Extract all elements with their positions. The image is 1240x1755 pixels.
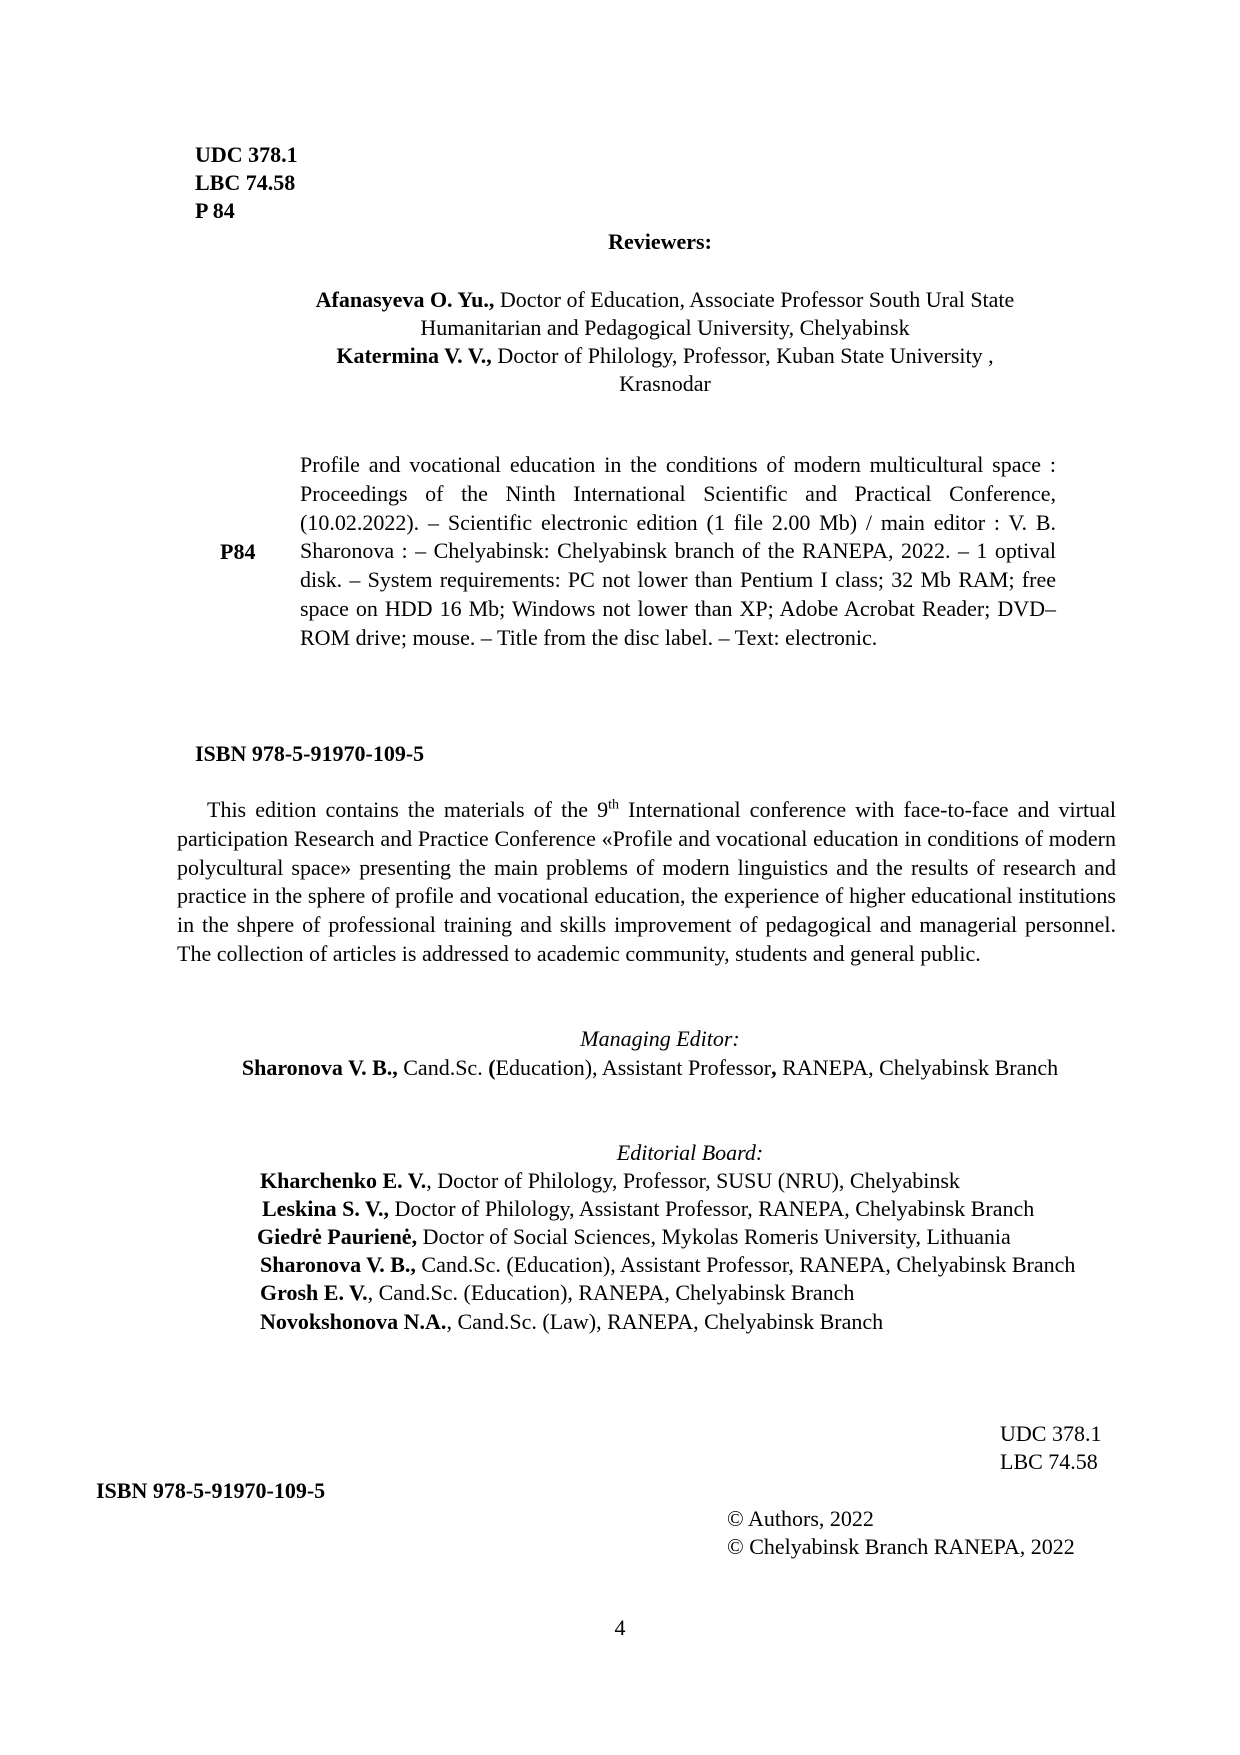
catalog-description: Profile and vocational education in the conditions of modern multicultural space : Proceedings of the Ninth International Scientific and Practical Conference, (10.02.2022). – Scientific electronic edition (1 file 2.00 Mb) / main editor : V. B. Sharonova : – Chelyabinsk: Chelyabinsk branch of the RANEPA, 2022. – 1 optival disk. – System requirements: PC not lower than Pentium I class; 32 Mb RAM; free space on HDD 16 Mb; Windows not lower than XP; Adobe Acrobat Reader; DVD–ROM drive; mouse. – Title from the disc label. – Text: electronic. bbox=[300, 452, 1056, 650]
editorial-member-details: , Cand.Sc. (Law), RANEPA, Chelyabinsk Branch bbox=[446, 1309, 884, 1334]
editorial-member-details: , Doctor of Philology, Professor, SUSU (NRU), Chelyabinsk bbox=[426, 1168, 960, 1193]
managing-editor-line bbox=[150, 1054, 1150, 1082]
editorial-member-name: Grosh E. V. bbox=[260, 1280, 368, 1305]
isbn-top: ISBN 978-5-91970-109-5 bbox=[195, 741, 425, 766]
editorial-member bbox=[260, 1251, 1075, 1279]
editorial-member bbox=[260, 1308, 883, 1336]
reviewer-1-details: Doctor of Education, Associate Professor South Ural State bbox=[494, 287, 1015, 312]
editorial-member bbox=[257, 1223, 1011, 1251]
top-codes bbox=[195, 141, 298, 225]
reviewers-block bbox=[230, 286, 1100, 398]
editorial-member bbox=[260, 1279, 854, 1307]
reviewer-2-line bbox=[230, 342, 1100, 370]
catalog-code: P84 bbox=[220, 539, 256, 564]
copyright-publisher: © Chelyabinsk Branch RANEPA, 2022 bbox=[727, 1534, 1075, 1559]
editorial-member bbox=[262, 1195, 1034, 1223]
reviewer-2-city: Krasnodar bbox=[619, 371, 711, 396]
lbc-code-bottom: LBC 74.58 bbox=[1000, 1449, 1098, 1474]
editorial-member-name: Novokshonova N.A. bbox=[260, 1309, 447, 1334]
annotation-paragraph bbox=[177, 796, 1116, 969]
editorial-member-name: Giedrė Paurienė, bbox=[257, 1224, 418, 1249]
editorial-member bbox=[260, 1167, 960, 1195]
author-mark: P 84 bbox=[195, 198, 235, 223]
annotation-text-end: International conference with face-to-face and virtual participation Research and Practice Conference «Profile and vocational education in conditions of modern polycultural space» presenting the main problems of modern linguistics and the results of research and practice in the sphere of profile and vocational education, the experience of higher educational institutions in the shpere of professional training and skills improvement of pedagogical and managerial personnel. The collection of articles is addressed to academic community, students and general public. bbox=[177, 797, 1116, 966]
reviewer-2-name: Katermina V. V., bbox=[336, 343, 492, 368]
managing-editor-name: Sharonova V. B., bbox=[241, 1055, 398, 1080]
managing-editor-heading: Managing Editor: bbox=[580, 1026, 740, 1051]
managing-editor-comma: , bbox=[771, 1055, 777, 1080]
reviewer-1-line bbox=[230, 286, 1100, 314]
copyright-authors: © Authors, 2022 bbox=[727, 1506, 874, 1531]
managing-editor-text-1: Cand.Sc. bbox=[397, 1055, 489, 1080]
editorial-member-details: Cand.Sc. (Education), Assistant Professor, RANEPA, Chelyabinsk Branch bbox=[415, 1252, 1076, 1277]
reviewer-2-details: Doctor of Philology, Professor, Kuban State University , bbox=[491, 343, 994, 368]
reviewer-1-name: Afanasyeva O. Yu., bbox=[315, 287, 495, 312]
managing-editor-paren: ( bbox=[488, 1055, 496, 1080]
reviewer-1-affiliation: Humanitarian and Pedagogical University, Chelyabinsk bbox=[420, 315, 910, 340]
editorial-member-name: Leskina S. V., bbox=[262, 1196, 389, 1221]
udc-code: UDC 378.1 bbox=[195, 142, 298, 167]
lbc-code: LBC 74.58 bbox=[195, 170, 296, 195]
page-number: 4 bbox=[614, 1615, 626, 1640]
editorial-member-details: Doctor of Social Sciences, Mykolas Romeris University, Lithuania bbox=[417, 1224, 1011, 1249]
editorial-member-details: Doctor of Philology, Assistant Professor, RANEPA, Chelyabinsk Branch bbox=[388, 1196, 1035, 1221]
copyright-block bbox=[727, 1505, 1075, 1561]
managing-editor-text-3: RANEPA, Chelyabinsk Branch bbox=[776, 1055, 1059, 1080]
annotation-superscript: th bbox=[608, 797, 620, 813]
udc-code-bottom: UDC 378.1 bbox=[1000, 1421, 1102, 1446]
annotation-text-start: This edition contains the materials of the 9 bbox=[207, 797, 609, 822]
editorial-member-name: Kharchenko E. V. bbox=[260, 1168, 427, 1193]
reviewers-heading: Reviewers: bbox=[608, 229, 712, 254]
editorial-member-name: Sharonova V. B., bbox=[260, 1252, 416, 1277]
managing-editor-text-2: Education), Assistant Professor bbox=[495, 1055, 772, 1080]
bottom-codes bbox=[1000, 1420, 1101, 1476]
editorial-board-heading: Editorial Board: bbox=[616, 1140, 764, 1165]
isbn-bottom: ISBN 978-5-91970-109-5 bbox=[96, 1478, 326, 1503]
editorial-member-details: , Cand.Sc. (Education), RANEPA, Chelyabinsk Branch bbox=[367, 1280, 855, 1305]
